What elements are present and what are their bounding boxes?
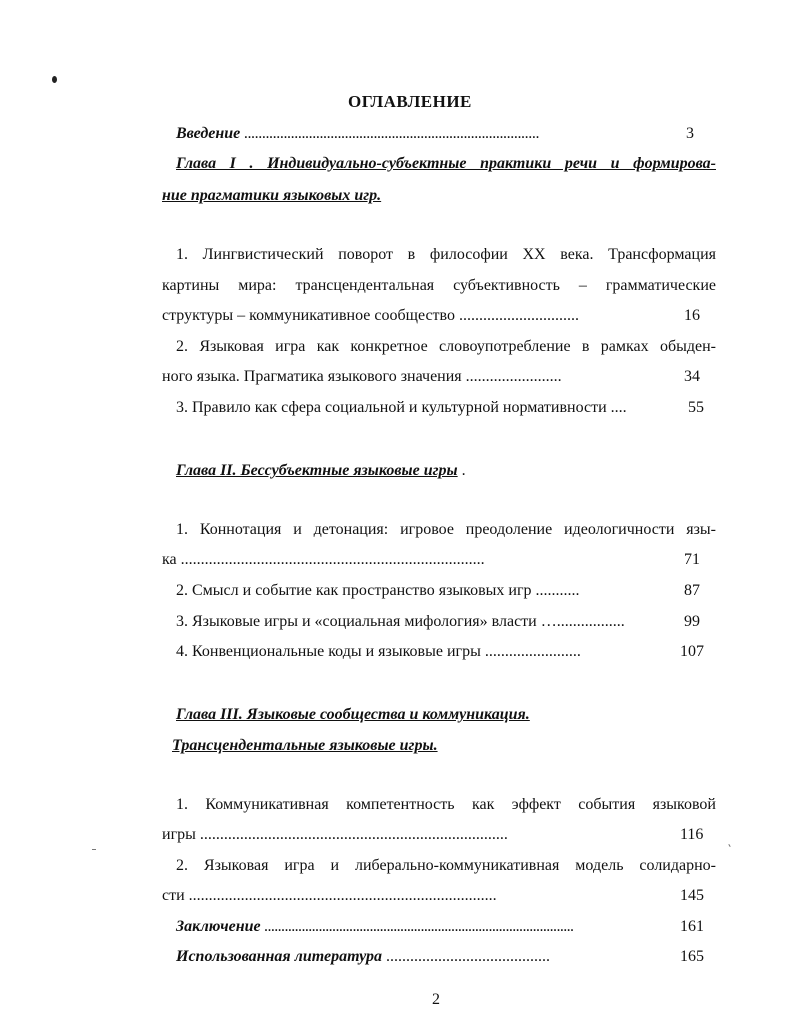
page-number: 2	[432, 991, 440, 1008]
ch3-item1-line2: игры .............................................................................	[162, 826, 508, 843]
references-dots: .........................................	[382, 948, 551, 965]
ch2-item1-line2: ка ............................................................................	[162, 551, 485, 568]
ch1-item1-line3: структуры – коммуникативное сообщество ..............................	[162, 307, 579, 324]
conclusion-label: Заключение	[176, 918, 261, 935]
intro-label: Введение	[176, 125, 241, 142]
ch1-item2-line2: ного языка. Прагматика языкового значения ........................	[162, 368, 562, 385]
toc-entry-conclusion	[176, 917, 573, 937]
ch1-item1-line1: 1. Лингвистический поворот в философии XX века. Трансформация	[176, 246, 716, 263]
scan-mark	[728, 844, 730, 847]
toc-entry-intro	[176, 124, 539, 144]
toc-entry-references	[176, 947, 550, 967]
chapter1-heading: Глава I . Индивидуально-субъектные практики речи и формирова-	[176, 155, 716, 172]
toc-title: ОГЛАВЛЕНИЕ	[348, 92, 472, 111]
ch2-item3-page: 99	[684, 613, 700, 630]
ch2-item2-line1: 2. Смысл и событие как пространство языковых игр ...........	[176, 582, 580, 599]
ch1-item3-line1: 3. Правило как сфера социальной и культурной нормативности ....	[176, 399, 627, 416]
ch3-item2-page: 145	[680, 887, 704, 904]
chapter2-heading-row	[176, 461, 466, 481]
ch3-item1-page: 116	[680, 826, 704, 843]
ch2-item1-page: 71	[684, 551, 700, 568]
ch1-item3-page: 55	[688, 399, 704, 416]
intro-page: 3	[686, 125, 694, 142]
ch3-item2-line1: 2. Языковая игра и либерально-коммуникативная модель солидарно-	[176, 857, 716, 874]
ch2-item4-line1: 4. Конвенциональные коды и языковые игры ........................	[176, 643, 581, 660]
ch1-item2-page: 34	[684, 368, 700, 385]
references-page: 165	[680, 948, 704, 965]
ch1-item1-page: 16	[684, 307, 700, 324]
ch3-item1-line1: 1. Коммуникативная компетентность как эффект события языковой	[176, 796, 716, 813]
ch1-item2-line1: 2. Языковая игра как конкретное словоупотребление в рамках обыден-	[176, 338, 716, 355]
chapter3-heading: Глава III. Языковые сообщества и коммуникация.	[176, 706, 530, 723]
chapter3-heading-cont: Трансцендентальные языковые игры.	[172, 737, 438, 754]
chapter1-heading-cont: ние прагматики языковых игр.	[162, 187, 382, 204]
ch2-item1-line1: 1. Коннотация и детонация: игровое преодоление идеологичности язы-	[176, 521, 716, 538]
chapter2-heading: Глава II. Бессубъектные языковые игры	[176, 462, 458, 479]
intro-dots: ..................................................................................	[240, 125, 540, 142]
conclusion-page: 161	[680, 918, 704, 935]
scan-mark	[92, 849, 96, 850]
ch3-item2-line2: сти .............................................................................	[162, 887, 497, 904]
references-label: Использованная литература	[176, 948, 383, 965]
chapter2-heading-tail: .	[457, 462, 466, 479]
ch2-item2-page: 87	[684, 582, 700, 599]
ch2-item4-page: 107	[680, 643, 704, 660]
ch1-item1-line2: картины мира: трансцендентальная субъективность – грамматические	[162, 277, 716, 294]
conclusion-dots: ...........................................................................................	[260, 918, 574, 935]
ch2-item3-line1: 3. Языковые игры и «социальная мифология» власти ….................	[176, 613, 625, 630]
scan-speck	[52, 76, 57, 83]
